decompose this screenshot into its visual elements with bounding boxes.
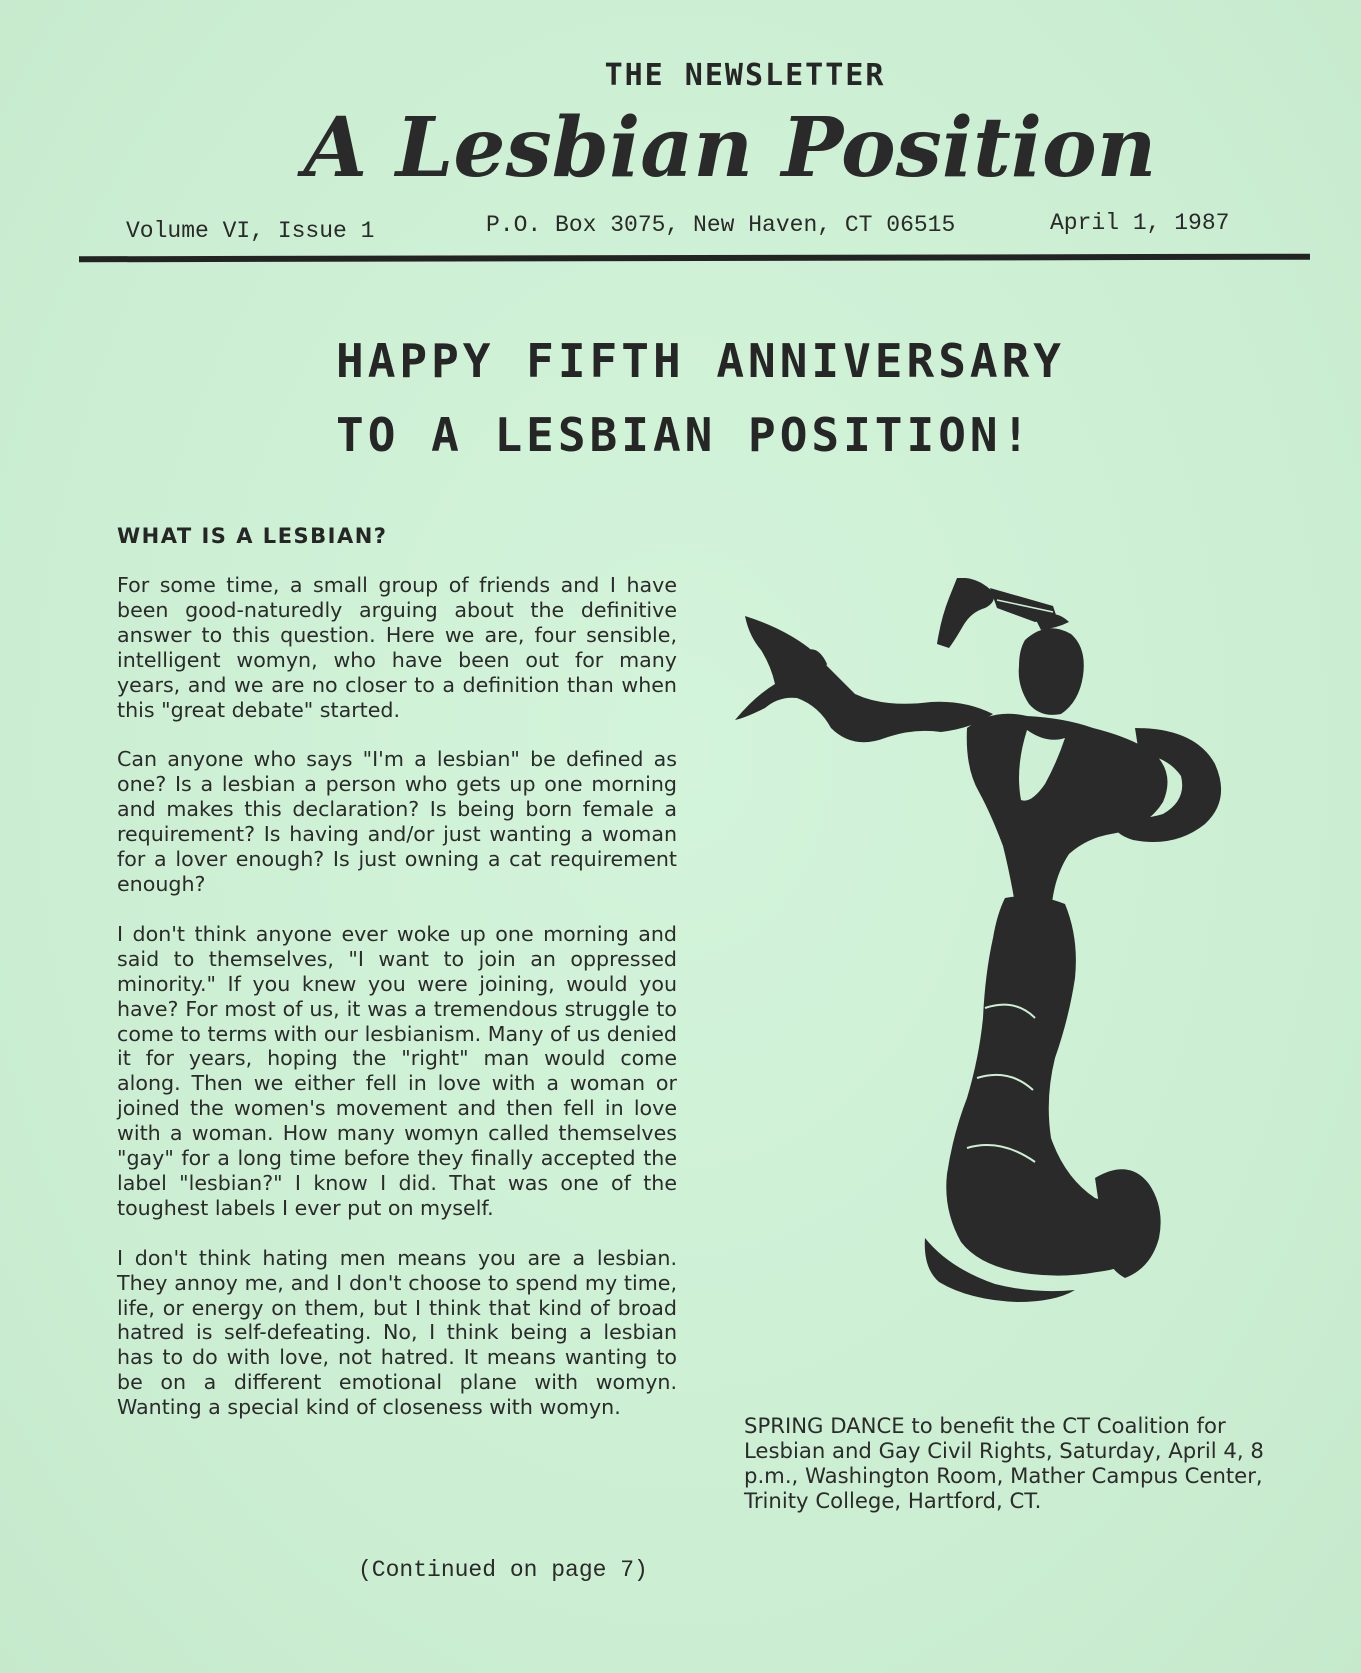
article-paragraph-3: I don't think anyone ever woke up one morning and said to themselves, "I want to join an oppressed minority." If you knew you were joining, would you have? For most of us, it was a tremendous struggle to come to terms with our lesbianism. Many of us denied it for years, hoping the "right" man would come along. Then we either fell in love with a woman or joined the women's movement and then fell in love with a woman. How many womyn called themselves "gay" for a long time before they finally accepted the label "lesbian?" I know I did. That was one of the toughest labels I ever put on myself. bbox=[117, 921, 677, 1220]
continued-note: (Continued on page 7) bbox=[358, 1557, 648, 1583]
article-paragraph-4: I don't think hating men means you are a lesbian. They annoy me, and I don't choose to spend my time, life, or energy on them, but I think that kind of broad hatred is self-defeating. No, I think being a lesbian has to do with love, not hatred. It means wanting to be on a different emotional plane with womyn. Wanting a special kind of closeness with womyn. bbox=[117, 1245, 677, 1420]
dancer-head bbox=[1019, 628, 1084, 715]
mailing-address: P.O. Box 3075, New Haven, CT 06515 bbox=[486, 212, 956, 238]
article-paragraph-1: For some time, a small group of friends and I have been good-naturedly arguing about the definitive answer to this question. Here we are, four sensible, intelligent womyn, who have been out for many years, and we are no closer to a definition than when this "great debate" started. bbox=[117, 573, 677, 722]
dancer-illustration bbox=[735, 578, 1275, 1318]
masthead-title: A Lesbian Position bbox=[303, 100, 1157, 196]
event-announcement: SPRING DANCE to benefit the CT Coalition for Lesbian and Gay Civil Rights, Saturday, April 4, 8 p.m., Washington Room, Mather Campus Center, Trinity College, Hartford, CT. bbox=[744, 1413, 1264, 1513]
anniversary-headline bbox=[336, 324, 1236, 472]
article-body bbox=[117, 573, 677, 1445]
volume-issue: Volume VI, Issue 1 bbox=[126, 218, 375, 244]
headline-line-2: TO A LESBIAN POSITION! bbox=[336, 408, 1034, 462]
newsletter-kicker: THE NEWSLETTER bbox=[604, 58, 886, 93]
article-title: WHAT IS A LESBIAN? bbox=[117, 524, 388, 548]
headline-line-1: HAPPY FIFTH ANNIVERSARY bbox=[336, 334, 1065, 388]
article-paragraph-2: Can anyone who says "I'm a lesbian" be defined as one? Is a lesbian a person who gets up one morning and makes this declaration? Is being born female a requirement? Is having and/or just wanting a woman for a lover enough? Is just owning a cat requirement enough? bbox=[117, 747, 677, 896]
issue-date: April 1, 1987 bbox=[1050, 210, 1230, 236]
dancer-torso bbox=[967, 714, 1168, 916]
